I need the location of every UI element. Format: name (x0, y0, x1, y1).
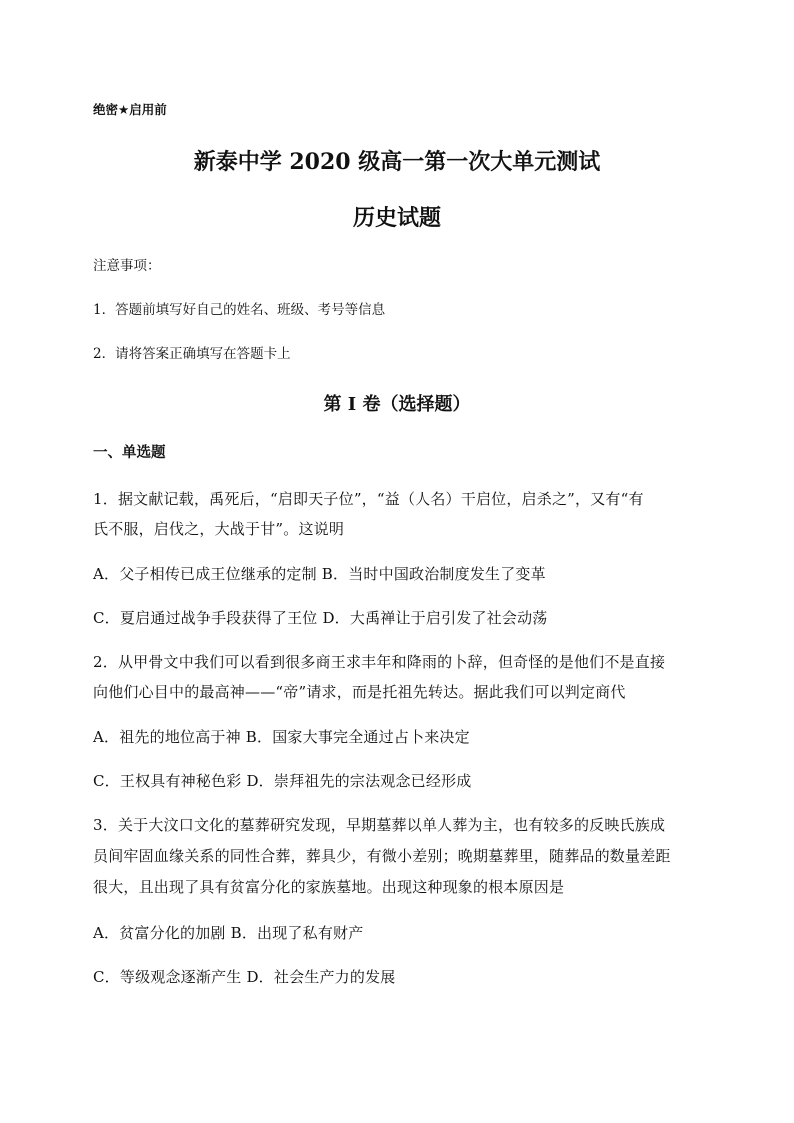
confidential-mark: 绝密★启用前 (93, 102, 167, 117)
question-text-line: 2．从甲骨文中我们可以看到很多商王求丰年和降雨的卜辞，但奇怪的是他们不是直接 (93, 653, 666, 671)
question-text-line: 氏不服，启伐之，大战于甘”。这说明 (93, 520, 345, 538)
exam-subtitle: 历史试题 (352, 205, 441, 231)
section-title: 第 I 卷（选择题） (323, 394, 471, 415)
option-line: A．贫富分化的加剧 B．出现了私有财产 (93, 924, 364, 942)
option-line: A．父子相传已成王位继承的定制 B．当时中国政治制度发生了变革 (93, 565, 546, 583)
question-text-line: 1．据文献记载，禹死后，“启即天子位”，“益（人名）干启位，启杀之”，又有“有 (93, 490, 644, 508)
question-text-line: 员间牢固血缘关系的同性合葬，葬具少，有微小差别；晚期墓葬里，随葬品的数量差距 (93, 847, 671, 865)
question-text-line: 向他们心目中的最高神——“帝”请求，而是托祖先转达。据此我们可以判定商代 (93, 683, 626, 701)
question-text-line: 3．关于大汶口文化的墓葬研究发现，早期墓葬以单人葬为主，也有较多的反映氏族成 (93, 816, 666, 834)
notes-heading: 注意事项： (93, 258, 161, 274)
option-line: C．王权具有神秘色彩 D．崇拜祖先的宗法观念已经形成 (93, 772, 472, 790)
question-text-line: 很大，且出现了具有贫富分化的家族墓地。出现这种现象的根本原因是 (93, 878, 565, 896)
note-item: 1．答题前填写好自己的姓名、班级、考号等信息 (93, 302, 386, 318)
option-line: C．夏启通过战争手段获得了王位 D．大禹禅让于启引发了社会动荡 (93, 609, 548, 627)
note-item: 2．请将答案正确填写在答题卡上 (93, 346, 291, 362)
option-line: A．祖先的地位高于神 B．国家大事完全通过占卜来决定 (93, 728, 470, 746)
option-line: C．等级观念逐渐产生 D．社会生产力的发展 (93, 968, 396, 986)
part-title: 一、单选题 (93, 444, 166, 461)
exam-title: 新泰中学 2020 级高一第一次大单元测试 (193, 149, 601, 175)
